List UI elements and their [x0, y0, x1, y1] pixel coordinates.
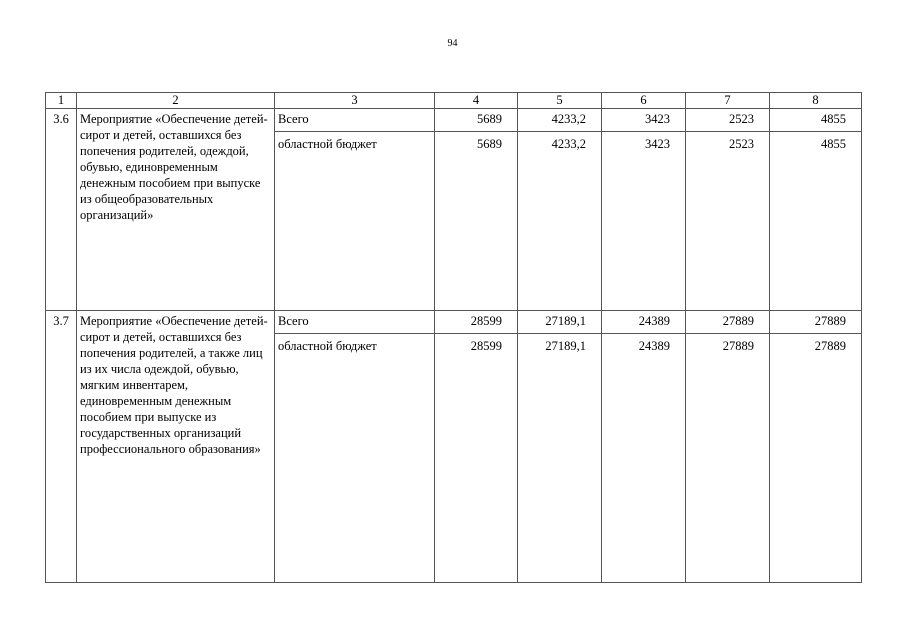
table-row — [46, 109, 862, 132]
value-cell: 4855 — [770, 109, 862, 132]
row-code: 3.7 — [46, 311, 77, 583]
value-cell: 27889 — [686, 311, 770, 334]
header-cell: 4 — [435, 93, 518, 109]
header-cell: 1 — [46, 93, 77, 109]
value-cell: 4233,2 — [518, 132, 602, 311]
funding-source: Всего — [275, 109, 435, 132]
value-cell: 5689 — [435, 132, 518, 311]
value-cell: 3423 — [602, 109, 686, 132]
budget-table — [45, 92, 862, 583]
header-row — [46, 93, 862, 109]
value-cell: 28599 — [435, 334, 518, 583]
header-cell: 6 — [602, 93, 686, 109]
funding-source: Всего — [275, 311, 435, 334]
value-cell: 2523 — [686, 132, 770, 311]
value-cell: 24389 — [602, 334, 686, 583]
funding-source: областной бюджет — [275, 334, 435, 583]
value-cell: 3423 — [602, 132, 686, 311]
row-code: 3.6 — [46, 109, 77, 311]
value-cell: 27889 — [770, 334, 862, 583]
header-cell: 3 — [275, 93, 435, 109]
value-cell: 5689 — [435, 109, 518, 132]
value-cell: 4233,2 — [518, 109, 602, 132]
value-cell: 27889 — [686, 334, 770, 583]
page-number: 94 — [447, 38, 458, 49]
table-row — [46, 311, 862, 334]
value-cell: 4855 — [770, 132, 862, 311]
value-cell: 27189,1 — [518, 334, 602, 583]
row-description: Мероприятие «Обеспечение детей-сирот и детей, оставшихся без попечения родителей, а также лиц из их числа одеждой, обувью, мягким инвентарем, единовременным денежным пособием при выпуске из государственных организаций профессионального образования» — [77, 311, 275, 583]
value-cell: 27189,1 — [518, 311, 602, 334]
header-cell: 7 — [686, 93, 770, 109]
header-cell: 2 — [77, 93, 275, 109]
header-cell: 8 — [770, 93, 862, 109]
header-cell: 5 — [518, 93, 602, 109]
row-description: Мероприятие «Обеспечение детей-сирот и детей, оставшихся без попечения родителей, одеждой, обувью, единовременным денежным пособием при выпуске из общеобразовательных организаций» — [77, 109, 275, 311]
value-cell: 27889 — [770, 311, 862, 334]
value-cell: 24389 — [602, 311, 686, 334]
funding-source: областной бюджет — [275, 132, 435, 311]
value-cell: 2523 — [686, 109, 770, 132]
value-cell: 28599 — [435, 311, 518, 334]
